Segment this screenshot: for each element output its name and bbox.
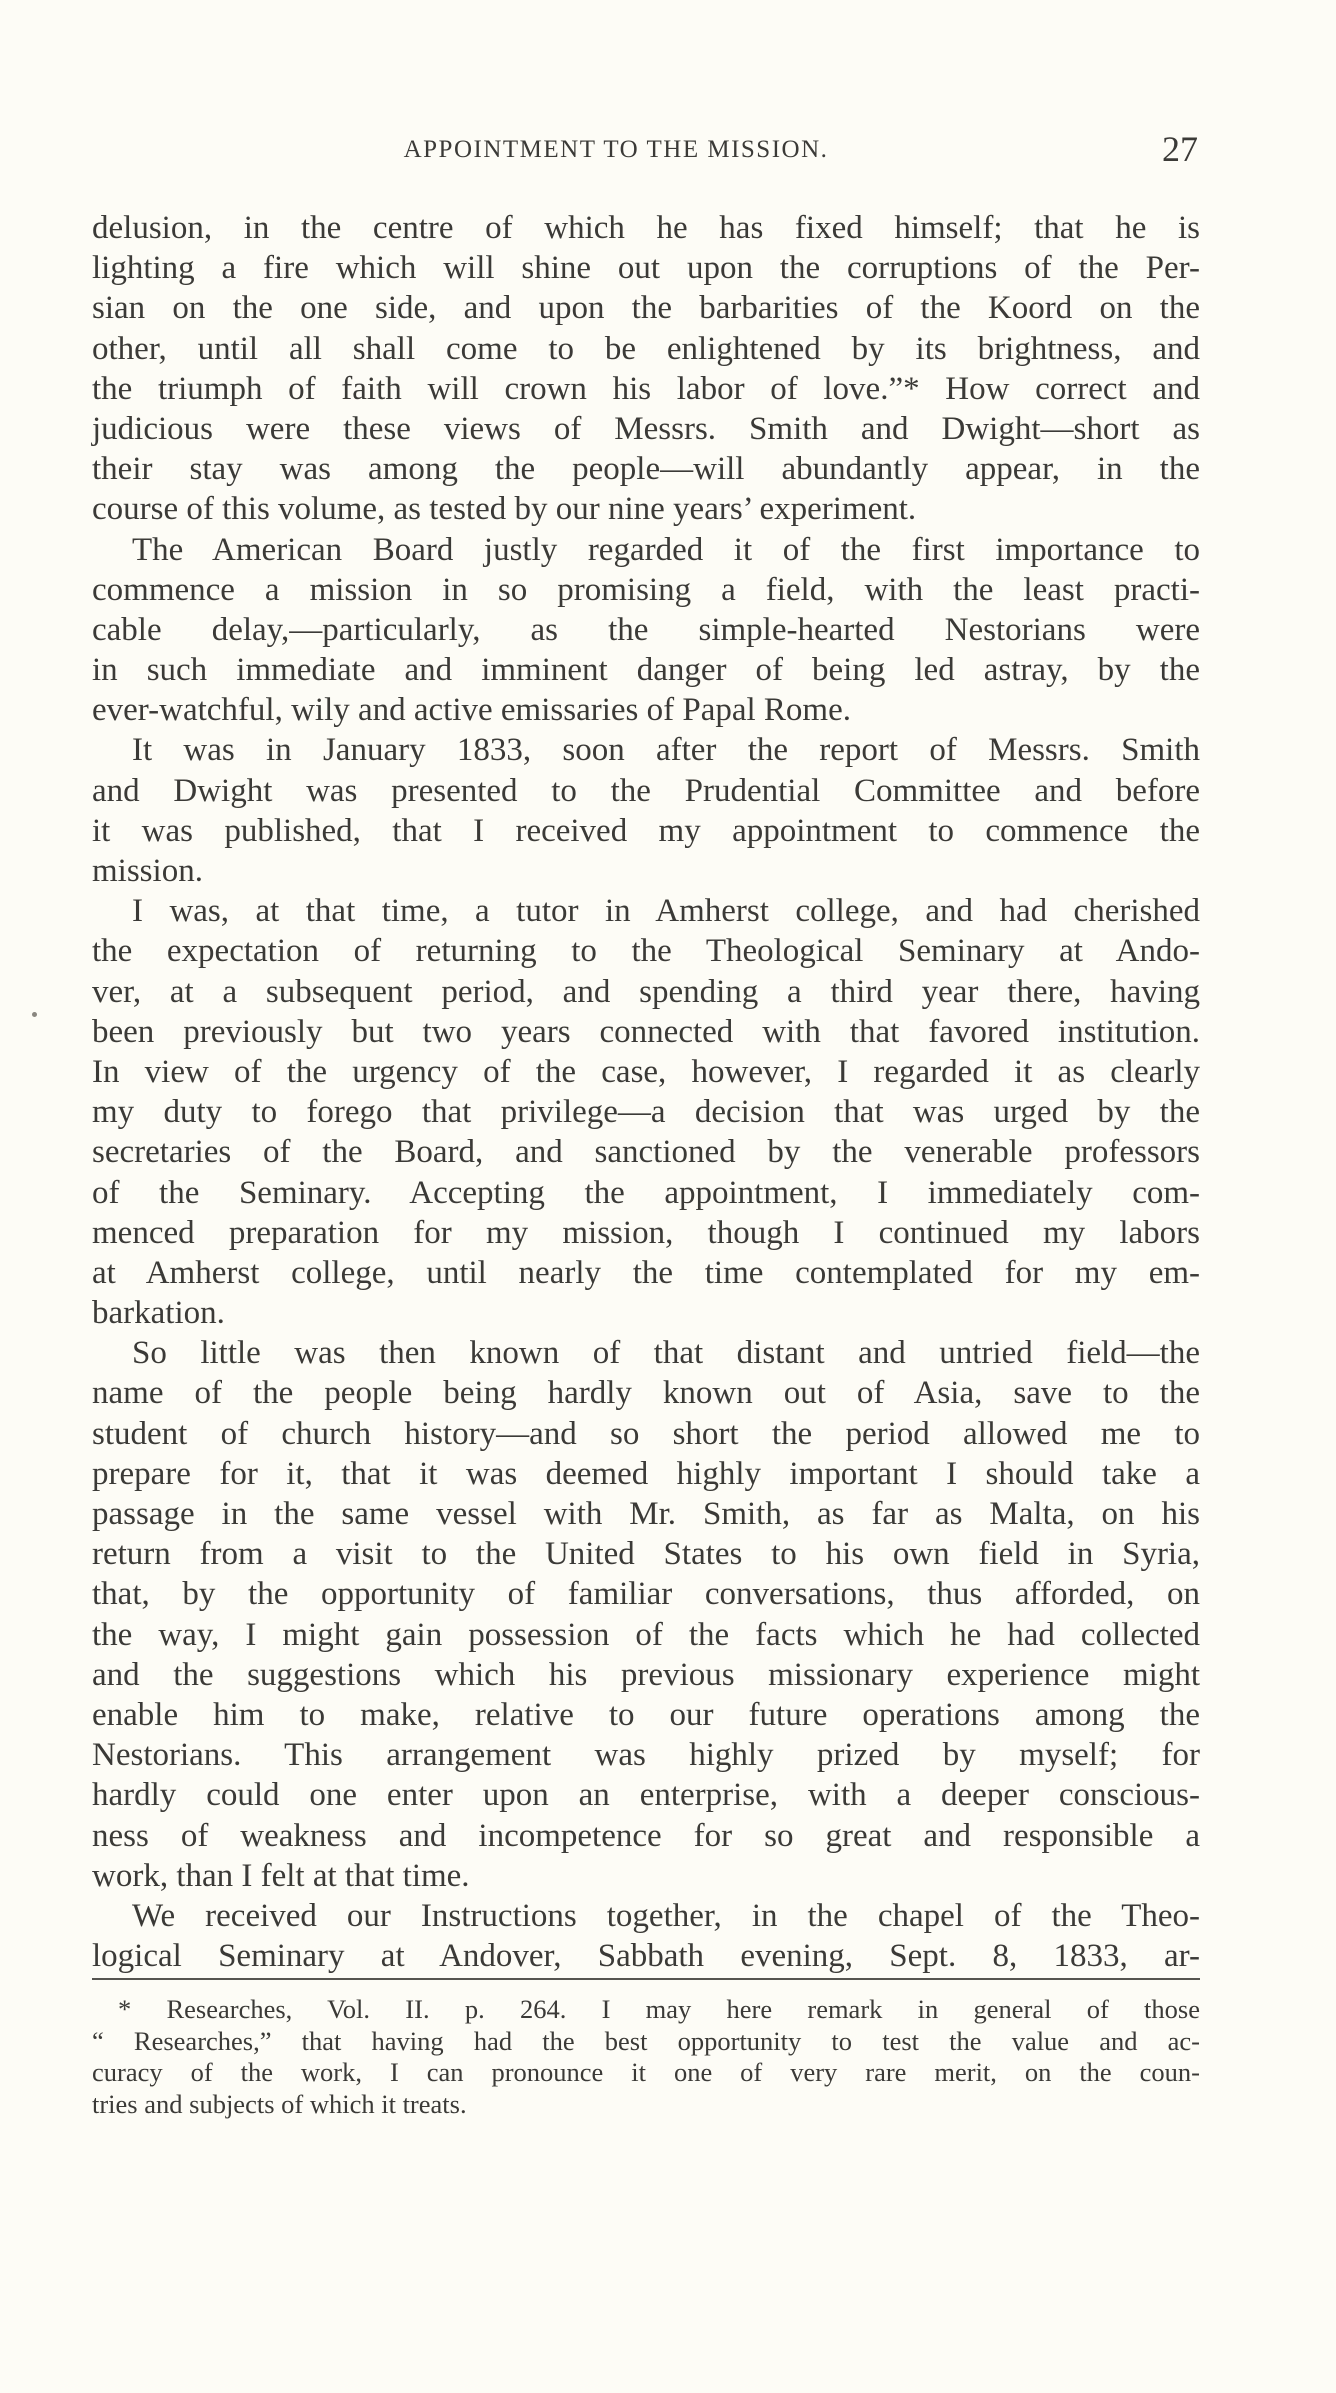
text-line: the triumph of faith will crown his labor of love.”* How correct and	[92, 370, 1200, 407]
text-line: In view of the urgency of the case, however, I regarded it as clearly	[92, 1053, 1200, 1090]
text-line: prepare for it, that it was deemed highly important I should take a	[92, 1455, 1200, 1492]
text-line: work, than I felt at that time.	[92, 1857, 470, 1894]
footnotes	[92, 1994, 1200, 2120]
body-text	[92, 208, 1200, 1976]
text-line: name of the people being hardly known out of Asia, save to the	[92, 1375, 1200, 1412]
text-line: The American Board justly regarded it of the first importance to	[132, 531, 1200, 568]
text-line: that, by the opportunity of familiar conversations, thus afforded, on	[92, 1576, 1200, 1613]
text-line: the way, I might gain possession of the facts which he had collected	[92, 1616, 1200, 1653]
footnote-divider	[92, 1978, 1200, 1980]
footnote-line: tries and subjects of which it treats.	[92, 2088, 467, 2119]
text-line: barkation.	[92, 1295, 225, 1332]
text-line: lighting a fire which will shine out upon the corruptions of the Per-	[92, 250, 1200, 287]
page-number: 27	[1162, 129, 1198, 169]
margin-speck	[32, 1012, 37, 1017]
text-line: student of church history—and so short the period allowed me to	[92, 1415, 1200, 1452]
footnote-line: curacy of the work, I can pronounce it one of very rare merit, on the coun-	[92, 2057, 1200, 2087]
text-line: So little was then known of that distant and untried field—the	[132, 1335, 1200, 1372]
text-line: course of this volume, as tested by our nine years’ experiment.	[92, 491, 917, 528]
text-line: logical Seminary at Andover, Sabbath evening, Sept. 8, 1833, ar-	[92, 1938, 1200, 1975]
text-line: ever-watchful, wily and active emissaries of Papal Rome.	[92, 692, 851, 729]
running-title: APPOINTMENT TO THE MISSION.	[403, 136, 829, 163]
text-line: their stay was among the people—will abundantly appear, in the	[92, 451, 1200, 488]
text-line: commence a mission in so promising a field, with the least practi-	[92, 571, 1200, 608]
text-line: ness of weakness and incompetence for so great and responsible a	[92, 1817, 1200, 1854]
text-line: Nestorians. This arrangement was highly prized by myself; for	[92, 1737, 1200, 1774]
text-line: enable him to make, relative to our future operations among the	[92, 1696, 1200, 1733]
text-line: cable delay,—particularly, as the simple-hearted Nestorians were	[92, 611, 1200, 648]
text-line: of the Seminary. Accepting the appointment, I immediately com-	[92, 1174, 1200, 1211]
footnote-line: “ Researches,” that having had the best opportunity to test the value and ac-	[92, 2025, 1200, 2056]
text-line: at Amherst college, until nearly the time contemplated for my em-	[92, 1254, 1200, 1291]
text-line: I was, at that time, a tutor in Amherst college, and had cherished	[132, 893, 1200, 930]
text-line: and the suggestions which his previous missionary experience might	[92, 1656, 1200, 1693]
text-line: been previously but two years connected with that favored institution.	[92, 1013, 1200, 1050]
text-line: return from a visit to the United States to his own field in Syria,	[92, 1536, 1200, 1573]
text-line: secretaries of the Board, and sanctioned by the venerable professors	[92, 1134, 1200, 1171]
text-line: It was in January 1833, soon after the report of Messrs. Smith	[132, 732, 1200, 769]
text-line: We received our Instructions together, in the chapel of the Theo-	[132, 1897, 1200, 1934]
text-line: the expectation of returning to the Theological Seminary at Ando-	[92, 933, 1200, 970]
text-line: and Dwight was presented to the Prudential Committee and before	[92, 772, 1200, 809]
text-line: passage in the same vessel with Mr. Smith, as far as Malta, on his	[92, 1496, 1200, 1532]
text-line: menced preparation for my mission, though I continued my labors	[92, 1214, 1200, 1251]
text-line: mission.	[92, 853, 203, 889]
text-line: other, until all shall come to be enlightened by its brightness, and	[92, 330, 1200, 367]
text-line: delusion, in the centre of which he has fixed himself; that he is	[92, 210, 1200, 246]
footnote-line: * Researches, Vol. II. p. 264. I may here remark in general of those	[118, 1994, 1200, 2024]
text-line: sian on the one side, and upon the barbarities of the Koord on the	[92, 290, 1200, 327]
text-line: in such immediate and imminent danger of being led astray, by the	[92, 652, 1200, 689]
text-line: it was published, that I received my appointment to commence the	[92, 812, 1200, 849]
text-line: hardly could one enter upon an enterprise, with a deeper conscious-	[92, 1777, 1200, 1814]
text-line: ver, at a subsequent period, and spending a third year there, having	[92, 973, 1200, 1010]
text-line: judicious were these views of Messrs. Smith and Dwight—short as	[92, 410, 1200, 447]
text-line: my duty to forego that privilege—a decision that was urged by the	[92, 1094, 1200, 1131]
running-head	[92, 128, 1200, 172]
